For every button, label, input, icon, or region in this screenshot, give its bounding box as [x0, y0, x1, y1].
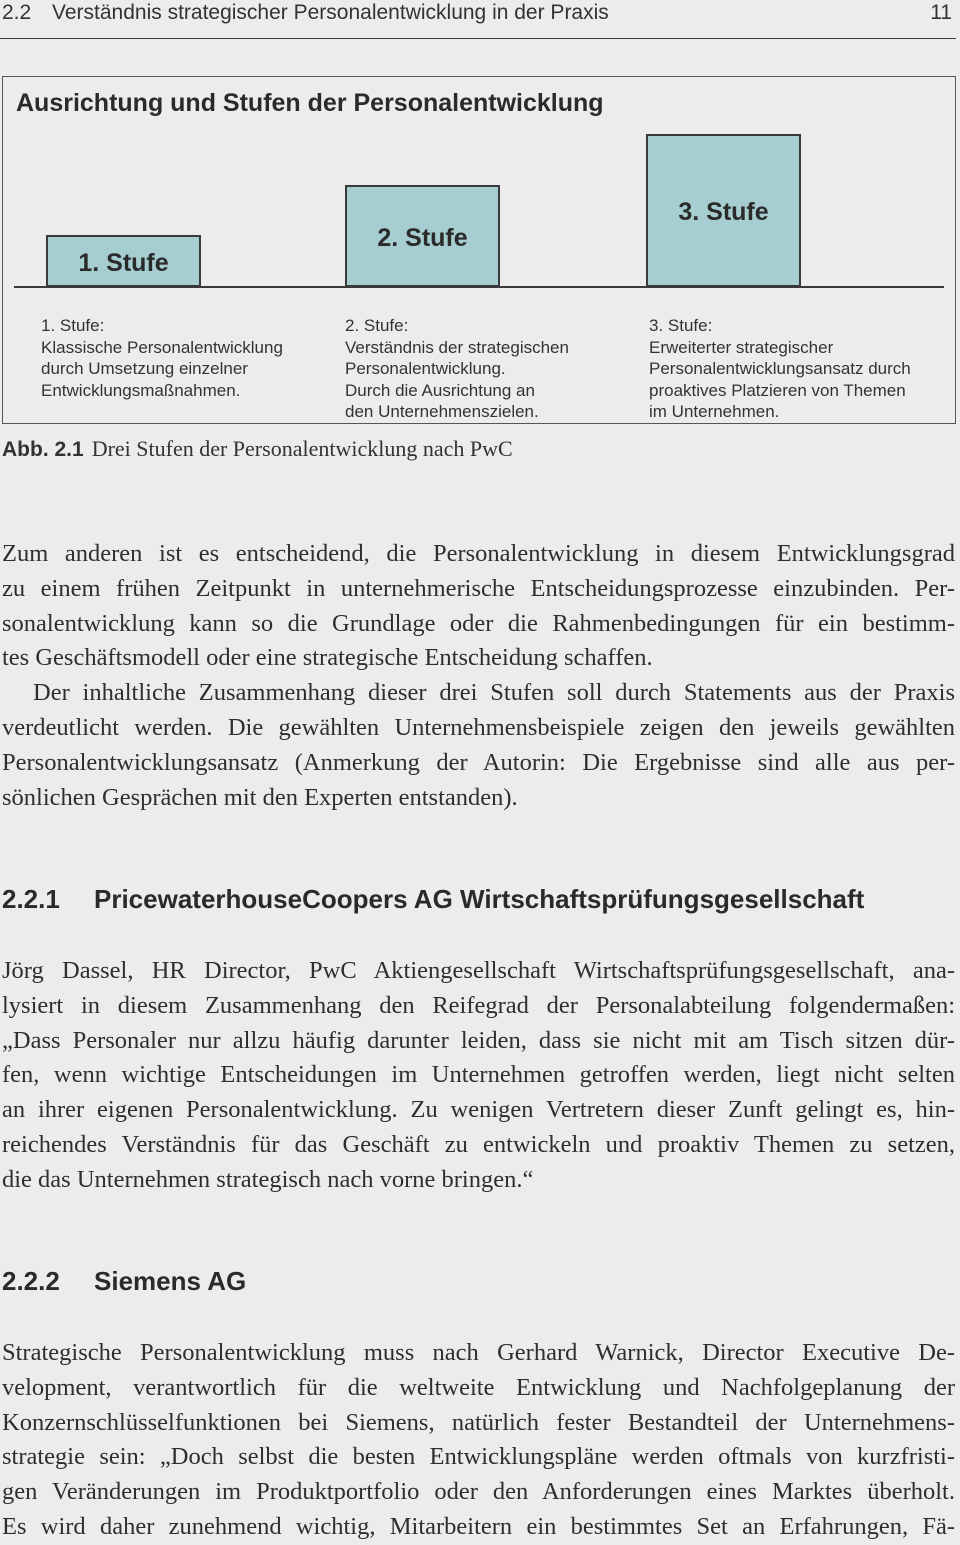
stage-2-box [345, 185, 500, 287]
heading-number: 2.2.2 [2, 1266, 60, 1296]
text-line: an ihrer eigenen Personalentwicklung. Zu wenigen Vertretern dieser Zunft gelingt es, hin- [2, 1096, 955, 1124]
paragraph-3 [2, 954, 955, 1198]
stage-1-box [46, 235, 201, 287]
stage-1-desc-line: Entwicklungsmaßnahmen. [41, 380, 241, 400]
figure-baseline [14, 286, 944, 288]
text-line: „Dass Personaler nur allzu häufig darunter leiden, dass sie nicht mit am Tisch sitzen dür- [2, 1026, 955, 1054]
stage-1-description [41, 315, 283, 401]
stage-3-desc-line: Personalentwicklungsansatz durch [649, 359, 911, 378]
section-heading-2-2-1 [2, 884, 864, 915]
text-line: Personalentwicklungsansatz (Anmerkung der Autorin: Die Ergebnisse sind alle aus per- [2, 748, 955, 776]
text-line: verdeutlicht werden. Die gewählten Unternehmensbeispiele zeigen den jeweils gewählten [2, 713, 955, 741]
page-number: 11 [930, 1, 952, 24]
running-head-section: 2.2 [2, 1, 32, 24]
stage-2-desc-line: Personalentwicklung. [345, 359, 506, 378]
text-line: Jörg Dassel, HR Director, PwC Aktiengesellschaft Wirtschaftsprüfungsgesellschaft, ana- [2, 957, 955, 984]
stage-2-desc-line: Durch die Ausrichtung an [345, 380, 535, 400]
figure-stages [2, 76, 956, 424]
text-line: Es wird daher zunehmend wichtig, Mitarbeitern ein bestimmtes Set an Erfahrungen, Fä- [2, 1512, 955, 1540]
stage-3-desc-line: Erweiterter strategischer [649, 337, 834, 357]
caption-label: Abb. 2.1 [2, 438, 84, 461]
paragraph-1 [2, 537, 955, 815]
stage-1-desc-line: Klassische Personalentwicklung [41, 337, 283, 357]
stage-1-desc-line: durch Umsetzung einzelner [41, 359, 248, 378]
text-line: velopment, verantwortlich für die weltweite Entwicklung und Nachfolgeplanung der [2, 1373, 955, 1401]
stage-3-label: 3. Stufe [678, 198, 769, 226]
text-line: zu einem frühen Zeitpunkt in unternehmerische Entscheidungsprozesse einzubinden. Per- [2, 574, 955, 602]
paragraph-4 [2, 1336, 955, 1545]
text-line: Der inhaltliche Zusammenhang dieser drei Stufen soll durch Statements aus der Praxis [33, 679, 955, 707]
running-head-title: Verständnis strategischer Personalentwicklung in der Praxis [52, 1, 609, 24]
text-line: lysiert in diesem Zusammenhang den Reifegrad der Personalabteilung folgendermaßen: [2, 991, 955, 1019]
stage-2-description [345, 315, 569, 423]
text-line: sönlichen Gesprächen mit den Experten entstanden). [2, 783, 518, 811]
text-line: tes Geschäftsmodell oder eine strategische Entscheidung schaffen. [2, 644, 653, 672]
stage-3-desc-line: im Unternehmen. [649, 402, 780, 421]
stage-2-desc-line: 2. Stufe: [345, 316, 409, 335]
stage-2-label: 2. Stufe [377, 224, 468, 252]
figure-caption [2, 436, 513, 462]
text-line: fen, wenn wichtige Entscheidungen im Unternehmen getroffen werden, liegt nicht selten [2, 1061, 955, 1089]
stage-1-label: 1. Stufe [78, 249, 169, 277]
text-line: Strategische Personalentwicklung muss nach Gerhard Warnick, Director Executive De- [2, 1339, 955, 1366]
stage-3-desc-line: proaktives Platzieren von Themen [649, 380, 906, 400]
stage-2-desc-line: Verständnis der strategischen [345, 337, 569, 357]
text-line: gen Veränderungen im Produktportfolio oder den Anforderungen eines Marktes überholt. [2, 1478, 955, 1506]
stage-3-desc-line: 3. Stufe: [649, 316, 713, 335]
text-line: Zum anderen ist es entscheidend, die Personalentwicklung in diesem Entwicklungsgrad [2, 540, 955, 567]
stage-2-desc-line: den Unternehmenszielen. [345, 402, 539, 421]
section-heading-2-2-2 [2, 1266, 246, 1297]
running-head [0, 0, 956, 39]
heading-title: Siemens AG [94, 1266, 247, 1296]
text-line: sonalentwicklung kann so die Grundlage oder die Rahmenbedingungen für ein bestimm- [2, 609, 955, 637]
text-line: reichendes Verständnis für das Geschäft zu entwickeln und proaktiv Themen zu setzen, [2, 1130, 955, 1158]
caption-text: Drei Stufen der Personalentwicklung nach PwC [91, 436, 513, 461]
text-line: strategie sein: „Doch selbst die besten Entwicklungspläne werden oftmals von kurzfristi- [2, 1443, 955, 1471]
text-line: Konzernschlüsselfunktionen bei Siemens, natürlich fester Bestandteil der Unternehmens- [2, 1408, 955, 1436]
stage-3-box [646, 134, 801, 287]
figure-title: Ausrichtung und Stufen der Personalentwicklung [16, 89, 604, 117]
heading-number: 2.2.1 [2, 884, 60, 914]
heading-title: PricewaterhouseCoopers AG Wirtschaftsprüfungsgesellschaft [94, 884, 865, 914]
text-line: die das Unternehmen strategisch nach vorne bringen.“ [2, 1165, 534, 1193]
stage-3-description [649, 315, 911, 423]
stage-1-desc-line: 1. Stufe: [41, 316, 105, 335]
